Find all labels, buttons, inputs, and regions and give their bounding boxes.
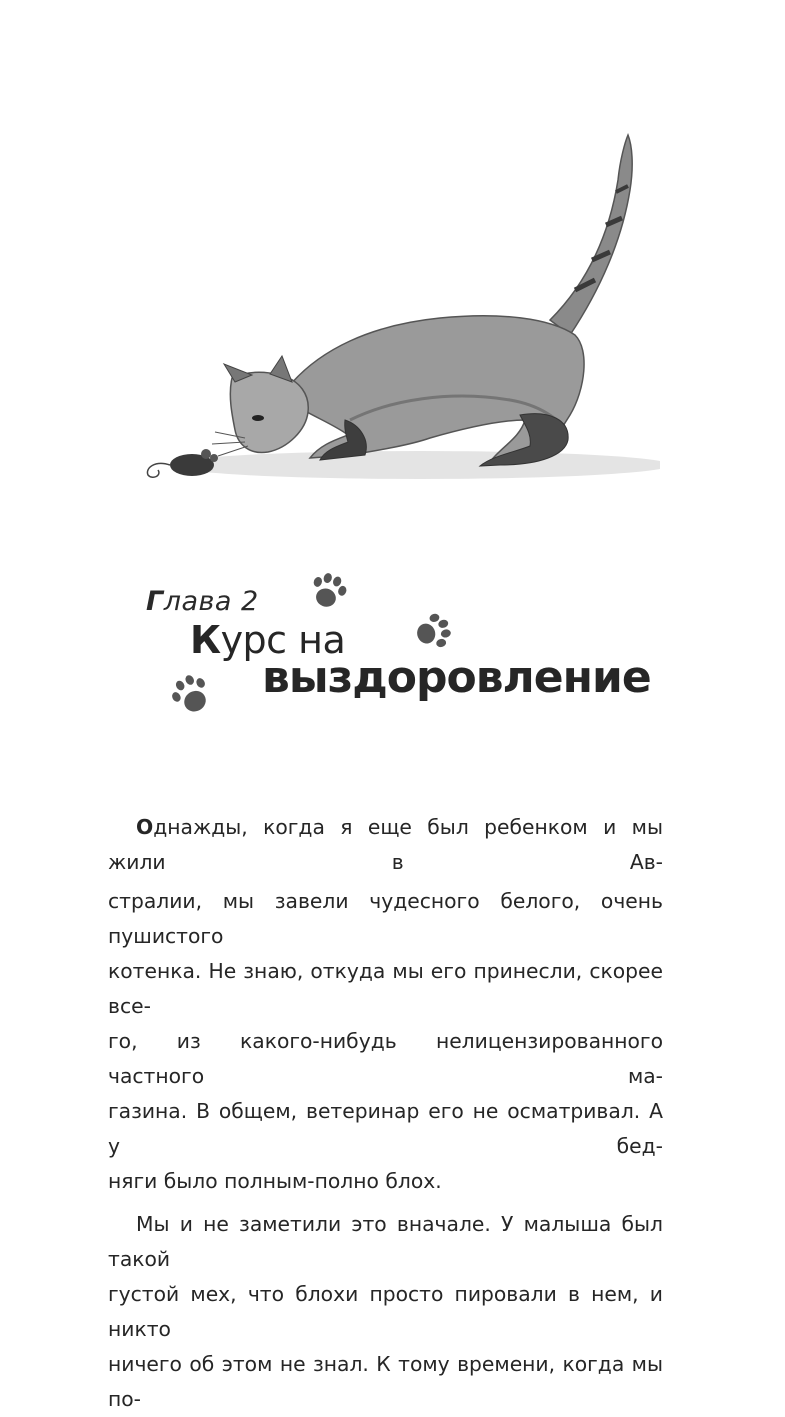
cat-eye <box>252 415 264 421</box>
cat-tail <box>550 135 632 335</box>
paragraph-1-line: днажды, когда я еще был ребенком и мы жили в Ав- <box>108 815 663 874</box>
paragraph-1-continued <box>108 884 663 1199</box>
paragraph-1-line: няги было полным-полно блох. <box>108 1169 442 1193</box>
chapter-title-initial: К <box>190 618 221 662</box>
paw-print-icon <box>306 570 350 614</box>
paragraph-1-line: котенка. Не знаю, откуда мы его принесли, скорее все- <box>108 959 663 1018</box>
chapter-label-rest: лава 2 <box>163 586 259 617</box>
paragraph-2-line: густой мех, что блохи просто пировали в нем, и никто <box>108 1282 663 1341</box>
paragraph-1-initial: О <box>136 815 154 839</box>
ground-shadow <box>170 451 660 479</box>
paragraph-2 <box>108 1207 663 1417</box>
cat-mouse-illustration <box>120 120 660 520</box>
chapter-label <box>146 586 259 617</box>
paragraph-2-line: ничего об этом не знал. К тому времени, когда мы по- <box>108 1352 663 1411</box>
paragraph-2-line: Мы и не заметили это вначале. У малыша был такой <box>108 1212 663 1271</box>
paw-print-icon <box>168 672 216 720</box>
toy-mouse-tail <box>147 463 170 477</box>
body-text <box>108 810 663 1417</box>
paragraph-1 <box>108 810 663 880</box>
paragraph-1-line: газина. В общем, ветеринар его не осматривал. А у бед- <box>108 1099 663 1158</box>
paw-print-icon <box>408 612 456 652</box>
paragraph-1-line: го, из какого-нибудь нелицензированного частного ма- <box>108 1029 663 1088</box>
chapter-title-line2: выздоровление <box>262 652 651 703</box>
paragraph-1-line: стралии, мы завели чудесного белого, очень пушистого <box>108 889 663 948</box>
chapter-title-line1-rest: урс на <box>220 618 346 662</box>
chapter-label-initial: Г <box>146 586 164 617</box>
toy-mouse-ear <box>210 454 218 462</box>
toy-mouse-ear <box>201 449 211 459</box>
cat-head <box>230 372 308 452</box>
